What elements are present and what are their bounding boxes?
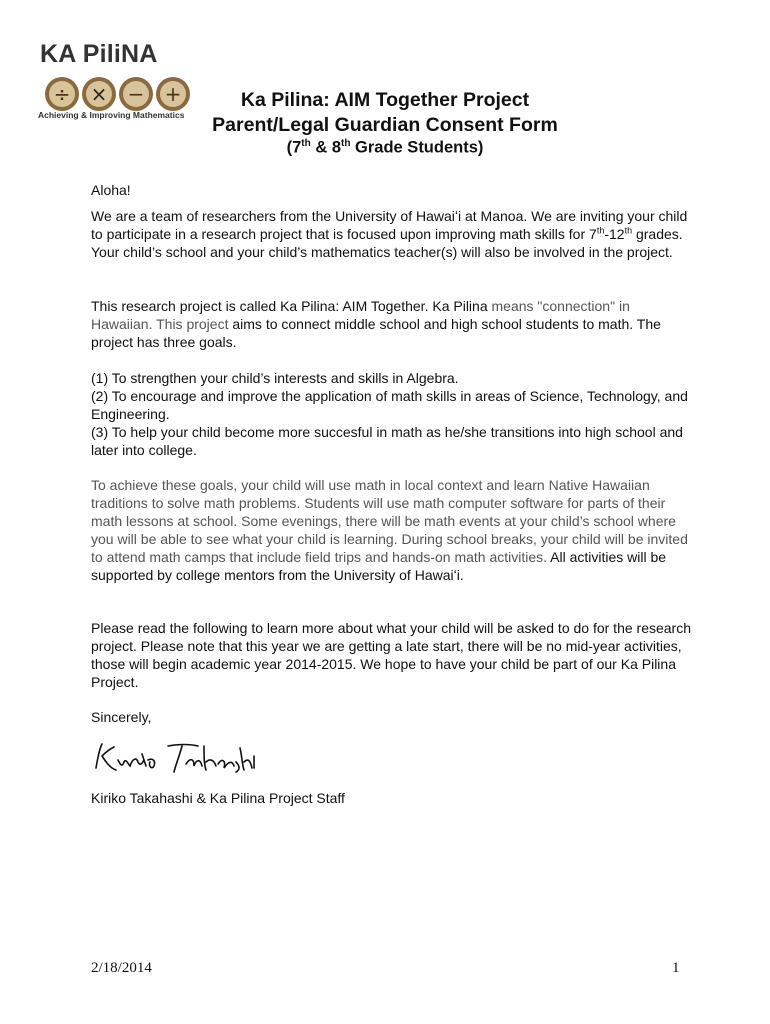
page-number: 1 xyxy=(672,960,680,976)
document-subtitle: Parent/Legal Guardian Consent Form xyxy=(212,114,558,136)
svg-text:+: + xyxy=(164,82,182,106)
greeting: Aloha! xyxy=(91,182,131,198)
closing: Sincerely, xyxy=(91,709,152,725)
logo-tagline: Achieving & Improving Mathematics xyxy=(38,110,185,120)
grade-line: (7th & 8th Grade Students) xyxy=(286,138,484,157)
goal-item: (3) To help your child become more succesful in math as he/she transitions into high school and later into college. xyxy=(91,424,683,458)
goals-list xyxy=(91,369,691,459)
intro-paragraph: We are a team of researchers from the University of Hawaiʻi at Manoa. We are inviting your child to participate in a research project that is focused upon improving math skills for 7th-12th grades. Your child’s school and your child’s mathematics teacher(s) will also be involved in the project. xyxy=(91,208,688,260)
goal-item: (1) To strengthen your child’s interests and skills in Algebra. xyxy=(91,370,459,386)
project-description-paragraph: This research project is called Ka Pilina: AIM Together. Ka Pilina means "connection" in Hawaiian. This project aims to connect middle school and high school students to math. The project has three goals. xyxy=(91,298,661,350)
footer-date: 2/18/2014 xyxy=(91,960,152,976)
svg-text:−: − xyxy=(127,82,145,106)
document-title: Ka Pilina: AIM Together Project xyxy=(240,89,530,111)
logo-wordmark: KA PiliNA xyxy=(40,40,158,68)
activities-paragraph: To achieve these goals, your child will use math in local context and learn Native Hawaiian traditions to solve math problems. Students will use math computer software for parts of their math lessons at school. Some evenings, there will be math events at your child’s school where you will be able to see what your child is learning. During school breaks, your child will be invited to attend math camps that include field trips and hands-on math activities. All activities will be supported by college mentors from the University of Hawaiʻi. xyxy=(91,477,688,583)
svg-text:÷: ÷ xyxy=(53,82,71,106)
goal-item: (2) To encourage and improve the application of math skills in areas of Science, Technology, and Engineering. xyxy=(91,388,688,422)
signoff: Kiriko Takahashi & Ka Pilina Project Staff xyxy=(91,790,345,806)
handwritten-signature xyxy=(90,738,260,778)
svg-text:×: × xyxy=(90,82,108,106)
instructions-paragraph: Please read the following to learn more about what your child will be asked to do for the research project. Please note that this year we are getting a late start, there will be no mid-year activities, those will begin academic year 2014-2015. We hope to have your child be part of our Ka Pilina Project. xyxy=(91,620,692,690)
